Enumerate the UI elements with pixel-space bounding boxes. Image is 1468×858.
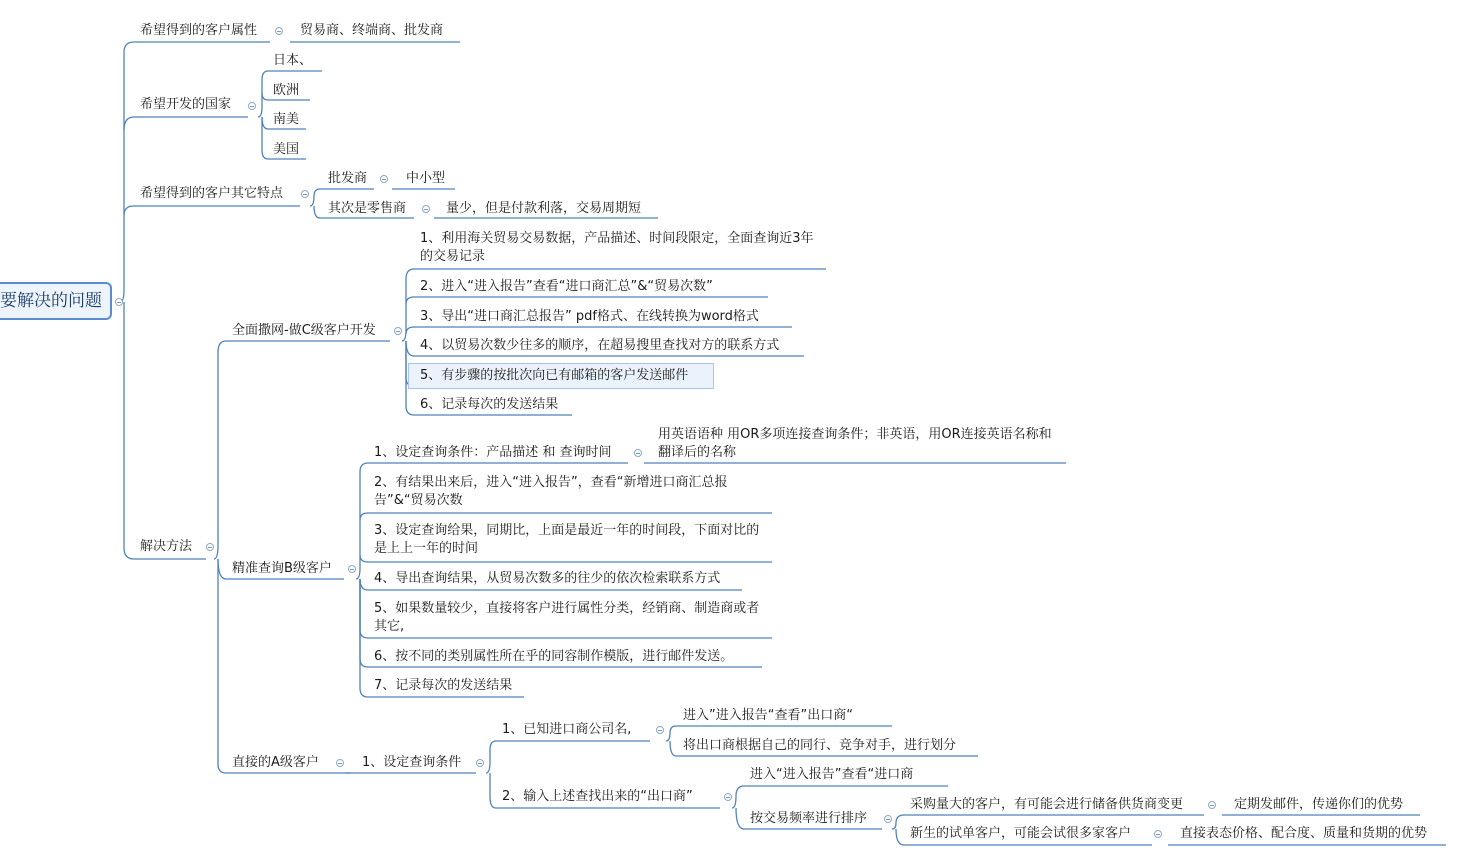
topic-attributes-value[interactable]: 贸易商、终端商、批发商: [300, 23, 444, 38]
b-step[interactable]: 3、设定查询给果，同期比，上面是最近一年的时间段，下面对比的是上上一年的时间: [374, 523, 760, 556]
topic-target-countries[interactable]: 希望开发的国家: [140, 97, 232, 112]
country-item[interactable]: 日本、: [273, 53, 313, 68]
collapse-icon[interactable]: [394, 327, 402, 335]
collapse-icon[interactable]: [275, 27, 283, 35]
a-input-report[interactable]: 进入“进入报告”查看“进口商: [750, 767, 914, 782]
collapse-icon[interactable]: [476, 759, 484, 767]
collapse-icon[interactable]: [348, 565, 356, 573]
a-known-child[interactable]: 进入”进入报告“查看”出口商“: [683, 708, 853, 723]
country-item[interactable]: 欧洲: [273, 83, 300, 98]
c-step[interactable]: 5、有步骤的按批次向已有邮箱的客户发送邮件: [420, 368, 689, 383]
feature-wholesale-value[interactable]: 中小型: [406, 171, 446, 186]
a-sort-big-buyer[interactable]: 采购量大的客户，有可能会进行储备供货商变更: [910, 797, 1184, 812]
collapse-icon[interactable]: [884, 815, 892, 823]
collapse-icon[interactable]: [301, 190, 309, 198]
topic-b-level[interactable]: 精准查询B级客户: [232, 561, 332, 576]
c-step[interactable]: 1、利用海关贸易交易数据，产品描述、时间段限定，全面查询近3年的交易记录: [420, 231, 814, 264]
topic-a-level[interactable]: 直接的A级客户: [232, 755, 319, 770]
collapse-icon[interactable]: [380, 175, 388, 183]
feature-retail-value[interactable]: 量少，但是付款利落，交易周期短: [446, 201, 642, 216]
a-known-child[interactable]: 将出口商根据自己的同行、竞争对手，进行划分: [683, 738, 957, 753]
a-sort-frequency[interactable]: 按交易频率进行排序: [750, 811, 868, 826]
topic-c-level[interactable]: 全面撒网-做C级客户开发: [232, 323, 376, 338]
collapse-icon[interactable]: [1208, 801, 1216, 809]
a-sort-trial-buyer[interactable]: 新生的试单客户，可能会试很多家客户: [910, 826, 1132, 841]
b-step-detail[interactable]: 用英语语种 用OR多项连接查询条件；非英语，用OR连接英语名称和翻译后的名称: [658, 427, 1052, 460]
collapse-icon[interactable]: [634, 449, 642, 457]
collapse-icon[interactable]: [422, 205, 430, 213]
b-step[interactable]: 6、按不同的类别属性所在乎的同容制作模版，进行邮件发送。: [374, 649, 734, 664]
country-item[interactable]: 美国: [273, 142, 300, 157]
collapse-icon[interactable]: [336, 759, 344, 767]
feature-wholesale[interactable]: 批发商: [328, 171, 368, 186]
a-input-exporter[interactable]: 2、输入上述查找出来的“出口商”: [502, 789, 693, 804]
topic-other-features[interactable]: 希望得到的客户其它特点: [140, 186, 284, 201]
topic-solution[interactable]: 解决方法: [140, 539, 193, 554]
c-step[interactable]: 2、进入“进入报告”查看“进口商汇总”&“贸易次数”: [420, 279, 713, 294]
feature-retail[interactable]: 其次是零售商: [328, 201, 407, 216]
collapse-icon[interactable]: [724, 793, 732, 801]
country-item[interactable]: 南美: [273, 112, 300, 127]
a-sort-trial-value[interactable]: 直接表态价格、配合度、质量和货期的优势: [1180, 826, 1428, 841]
b-step[interactable]: 5、如果数量较少，直接将客户进行属性分类，经销商、制造商或者其它,: [374, 601, 760, 634]
a-sort-big-value[interactable]: 定期发邮件，传递你们的优势: [1234, 797, 1404, 812]
collapse-icon[interactable]: [656, 726, 664, 734]
topic-customer-attributes[interactable]: 希望得到的客户属性: [140, 23, 258, 38]
collapse-icon[interactable]: [1154, 830, 1162, 838]
b-step[interactable]: 4、导出查询结果，从贸易次数多的往少的依次检索联系方式: [374, 571, 721, 586]
collapse-icon[interactable]: [115, 298, 123, 306]
b-step[interactable]: 1、设定查询条件：产品描述 和 查询时间: [374, 445, 612, 460]
collapse-icon[interactable]: [248, 102, 256, 110]
a-known-importer[interactable]: 1、已知进口商公司名,: [502, 722, 632, 737]
root-topic-label: 要解决的问题: [0, 291, 102, 311]
b-step[interactable]: 2、有结果出来后，进入“进入报告”，查看“新增进口商汇总报告”&“贸易次数: [374, 475, 728, 508]
b-step[interactable]: 7、记录每次的发送结果: [374, 678, 513, 693]
c-step[interactable]: 3、导出“进口商汇总报告” pdf格式、在线转换为word格式: [420, 309, 759, 324]
collapse-icon[interactable]: [206, 543, 214, 551]
a-condition[interactable]: 1、设定查询条件: [362, 755, 462, 770]
c-step[interactable]: 6、记录每次的发送结果: [420, 397, 559, 412]
c-step[interactable]: 4、以贸易次数少往多的顺序，在超易搜里查找对方的联系方式: [420, 338, 780, 353]
